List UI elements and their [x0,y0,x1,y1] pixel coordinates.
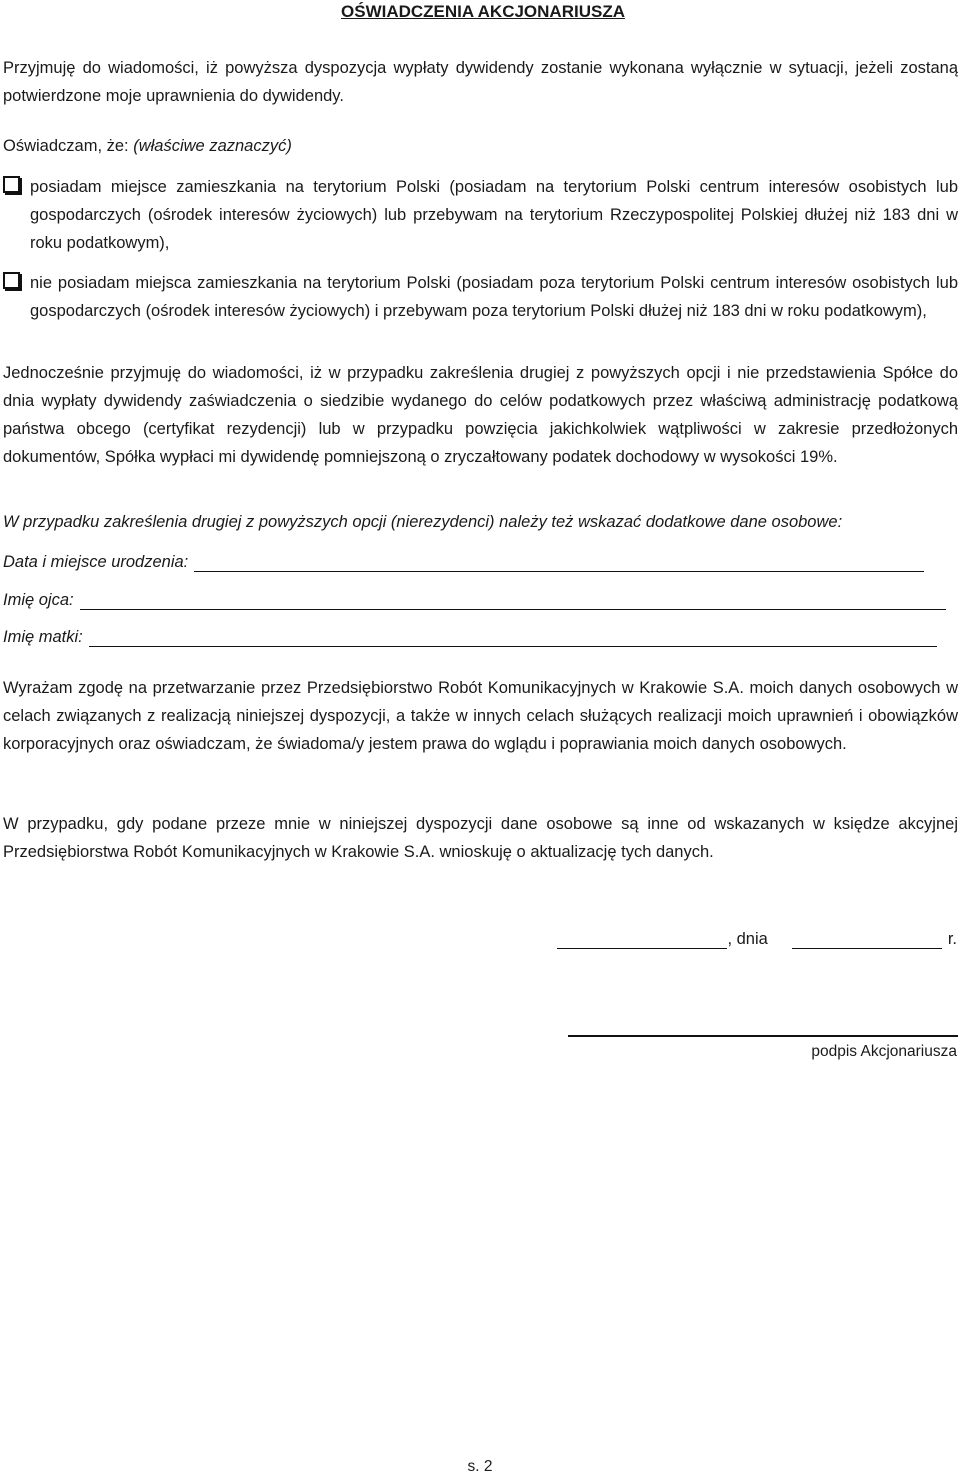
declaration-heading [3,132,958,160]
option-nonresident-text: nie posiadam miejsca zamieszkania na terytorium Polski (posiadam poza terytorium Polski centrum interesów osobistych lub gospodarczych (ośrodek interesów życiowych) i przebywam poza terytorium Polski dłużej niż 183 dni w roku podatkowym), [30,274,958,320]
declaration-prefix: Oświadczam, że: [3,137,134,155]
signature-line[interactable] [568,1035,958,1037]
declaration-hint: (właściwe zaznaczyć) [133,137,292,155]
option-resident-text: posiadam miejsce zamieszkania na terytorium Polski (posiadam na terytorium Polski centrum interesów osobistych lub gospodarczych (ośrodek interesów życiowych) lub przebywam na terytorium Rzeczypospolitej Polskiej dłużej niż 183 dni w roku podatkowym), [30,178,958,252]
date-separator: , dnia [727,930,768,948]
mother-field-row [3,623,937,647]
certificate-note-paragraph: Jednocześnie przyjmuję do wiadomości, iż w przypadku zakreślenia drugiej z powyższych opcji i nie przedstawienia Spółce do dnia wypłaty dywidendy zaświadczenia o siedzibie wydanego do celów podatkowych przez właściwą administrację podatkową państwa obcego (certyfikat rezydencji) lub w przypadku powzięcia jakichkolwiek wątpliwości w zakresie przedłożonych dokumentów, Spółka wypłaci mi dywidendę pomniejszoną o zryczałtowany podatek dochodowy w wysokości 19%. [3,364,958,466]
birth-field-line[interactable] [194,553,924,572]
signature-label: podpis Akcjonariusza [811,1043,957,1060]
page-number: s. 2 [467,1458,493,1475]
birth-field-label: Data i miejsce urodzenia: [3,553,189,571]
place-line[interactable] [557,930,727,949]
intro-paragraph: Przyjmuję do wiadomości, iż powyższa dyspozycja wypłaty dywidendy zostanie wykonana wyłącznie w sytuacji, jeżeli zostaną potwierdzone moje uprawnienia do dywidendy. [3,59,958,105]
birth-field-row [3,548,924,572]
update-request-paragraph: W przypadku, gdy podane przeze mnie w niniejszej dyspozycji dane osobowe są inne od wskazanych w księdze akcyjnej Przedsiębiorstwa Robót Komunikacyjnych w Krakowie S.A. wnioskuję o aktualizację tych danych. [3,815,958,861]
father-field-row [3,586,946,610]
date-suffix: r. [947,930,957,948]
resident-checkbox[interactable] [3,176,20,193]
nonresident-checkbox[interactable] [3,272,20,289]
father-field-label: Imię ojca: [3,591,74,609]
mother-field-label: Imię matki: [3,628,83,646]
mother-field-line[interactable] [89,628,937,647]
document-title: OŚWIADCZENIA AKCJONARIUSZA [341,2,625,21]
nonresident-extra-note: W przypadku zakreślenia drugiej z powyższych opcji (nierezydenci) należy też wskazać dodatkowe dane osobowe: [3,513,843,531]
place-date-row [557,930,957,949]
father-field-line[interactable] [80,591,946,610]
date-line[interactable] [792,930,942,949]
consent-paragraph: Wyrażam zgodę na przetwarzanie przez Przedsiębiorstwo Robót Komunikacyjnych w Krakowie S.A. moich danych osobowych w celach związanych z realizacją niniejszej dyspozycji, a także w innych celach służących realizacji moich uprawnień i obowiązków korporacyjnych oraz oświadczam, że świadoma/y jestem prawa do wglądu i poprawiania moich danych osobowych. [3,679,958,753]
